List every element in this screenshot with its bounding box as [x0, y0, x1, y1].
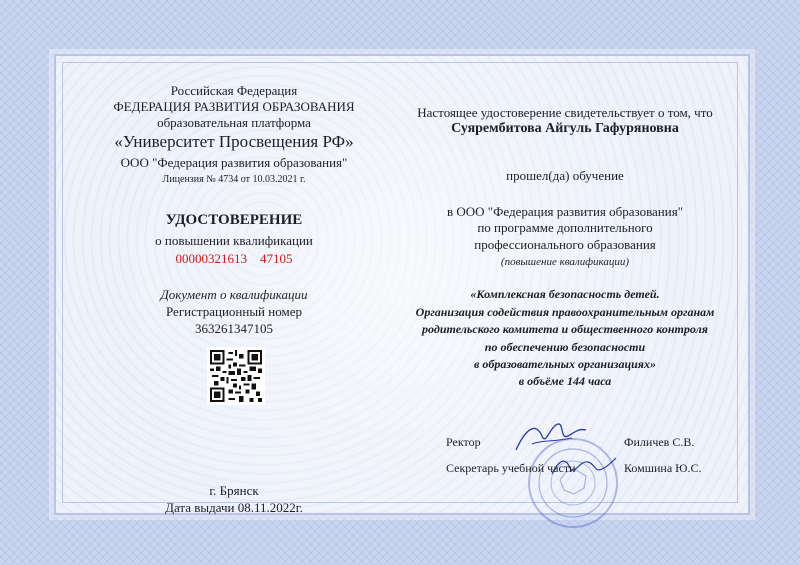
federation-text: Российская Федерация: [170, 83, 298, 98]
org-line: в ООО "Федерация развития образования": [446, 204, 684, 219]
secretary-label: Секретарь учебной части: [446, 461, 576, 475]
doc-title: УДОСТОВЕРЕНИЕ: [165, 212, 303, 228]
platform-name: «Университет Просвещения РФ»: [114, 132, 354, 151]
course-line-6: в объёме 144 часа: [518, 374, 612, 388]
program-line-1: по программе дополнительного: [477, 220, 653, 235]
rector-label: Ректор: [446, 435, 481, 449]
certifies-text: Настоящее удостоверение свидетельствует о том, что: [417, 105, 713, 120]
company-name: ООО "Федерация развития образования": [120, 155, 348, 170]
rector-name: Филичев С.В.: [624, 435, 695, 449]
course-line-1: «Комплексная безопасность детей.: [470, 287, 660, 301]
platform-label: образовательная платформа: [157, 115, 311, 130]
reg-label: Регистрационный номер: [166, 304, 302, 319]
city: г. Брянск: [209, 483, 259, 498]
program-line-2: профессионального образования: [474, 237, 656, 252]
issue-date: Дата выдачи 08.11.2022г.: [165, 500, 303, 515]
doc-num: 47105: [260, 251, 293, 266]
program-type: (повышение квалификации): [500, 256, 630, 268]
course-line-2: Организация содействия правоохранительным органам: [415, 305, 715, 319]
qr-code-icon: [210, 350, 262, 402]
course-line-5: в образовательных организациях»: [474, 357, 656, 371]
course-line-3: родительского комитета и общественного контроля: [422, 322, 708, 336]
license-text: Лицензия № 4734 от 10.03.2021 г.: [162, 174, 306, 185]
qr-code: [207, 347, 265, 405]
doc-series: 00000321613: [175, 251, 247, 266]
course-line-4: по обеспечению безопасности: [484, 340, 646, 354]
secretary-name: Комшина Ю.С.: [624, 461, 702, 475]
doc-subtitle: о повышении квалификации: [155, 233, 313, 248]
foundation-text: ФЕДЕРАЦИЯ РАЗВИТИЯ ОБРАЗОВАНИЯ: [113, 99, 355, 114]
qual-doc-label: Документ о квалификации: [160, 287, 308, 302]
reg-number: 363261347105: [195, 321, 273, 336]
doc-number: [134, 251, 334, 267]
completed-text: прошел(да) обучение: [506, 168, 624, 183]
person-name: Суярембитова Айгуль Гафуряновна: [451, 121, 679, 136]
